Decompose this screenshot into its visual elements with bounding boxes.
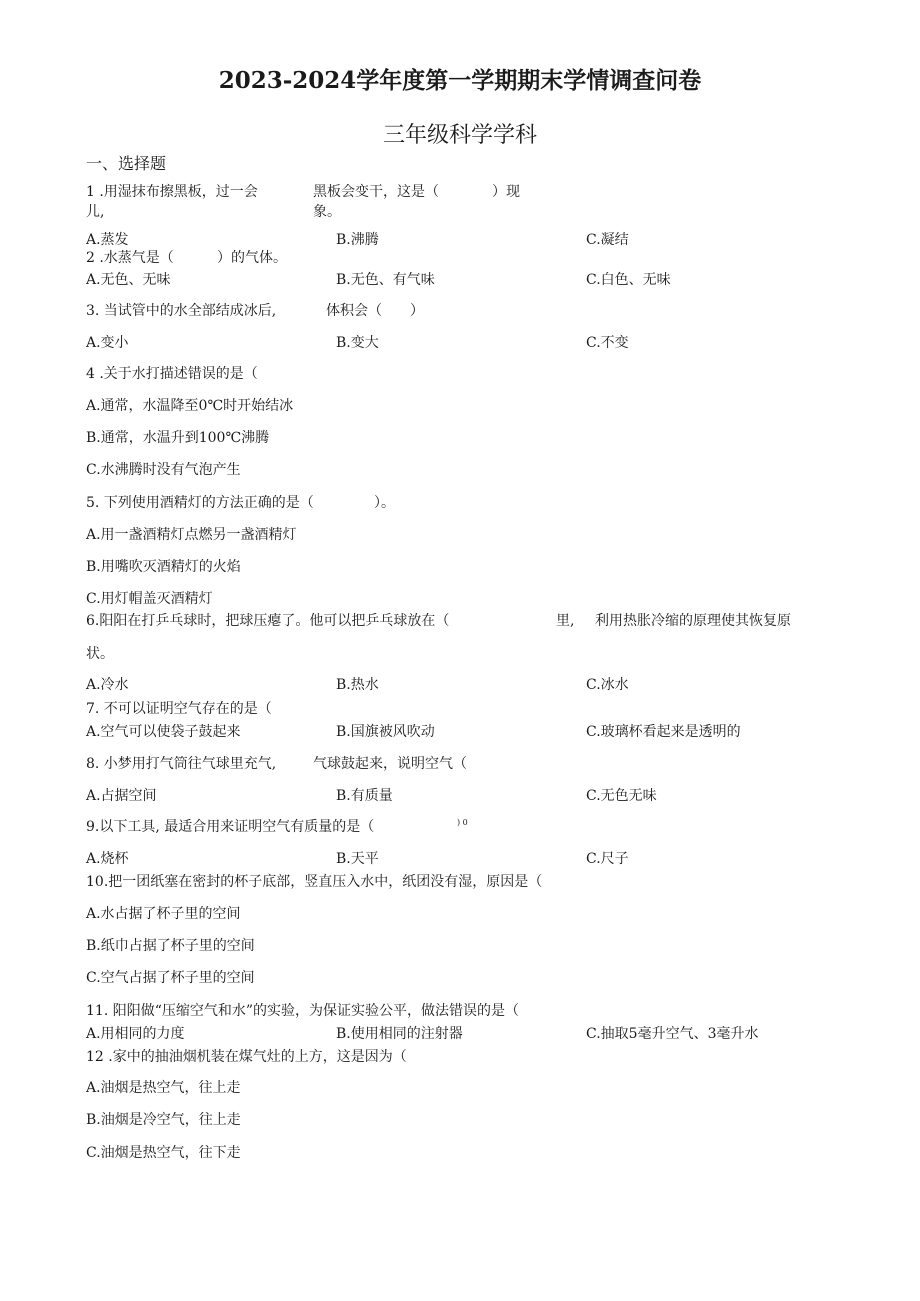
question-11-text: 11. 阳阳做“压缩空气和水”的实验，为保证实验公平，做法错误的是（ xyxy=(86,1003,520,1019)
question-4-option-a: A.通常，水温降至0℃时开始结冰 xyxy=(86,398,294,414)
question-6-option-b: B.热水 xyxy=(336,677,379,693)
question-1-text-4: 象。 xyxy=(313,204,341,220)
question-8-option-c: C.无色无味 xyxy=(586,788,657,804)
question-2-option-c: C.白色、无味 xyxy=(586,272,671,288)
question-11-option-a: A.用相同的力度 xyxy=(86,1026,185,1042)
question-1-option-c: C.凝结 xyxy=(586,232,629,248)
question-2-text-2: ）的气体。 xyxy=(217,250,287,266)
question-12-text: 12 .家中的抽油烟机装在煤气灶的上方，这是因为（ xyxy=(86,1049,407,1065)
question-2-option-b: B.无色、有气味 xyxy=(336,272,435,288)
question-11-option-c: C.抽取5毫升空气、3毫升水 xyxy=(586,1026,759,1042)
question-3-text-2: 体积会（ xyxy=(326,303,382,319)
question-5-option-c: C.用灯帽盖灭酒精灯 xyxy=(86,591,213,607)
question-4-option-b: B.通常，水温升到100℃沸腾 xyxy=(86,430,270,446)
section-heading: 一、选择题 xyxy=(86,154,167,173)
question-1-text: 1 .用湿抹布擦黑板，过一会 xyxy=(86,184,258,200)
question-1-option-b: B.沸腾 xyxy=(336,232,379,248)
question-5-option-a: A.用一盏酒精灯点燃另一盏酒精灯 xyxy=(86,527,297,543)
question-9-option-a: A.烧杯 xyxy=(86,851,129,867)
question-8-option-b: B.有质量 xyxy=(336,788,393,804)
question-8-option-a: A.占据空间 xyxy=(86,788,157,804)
page-subtitle: 三年级科学学科 xyxy=(382,123,537,148)
question-7-text: 7. 不可以证明空气存在的是（ xyxy=(86,701,272,717)
question-9-option-b: B.天平 xyxy=(336,851,379,867)
question-10-option-c: C.空气占据了杯子里的空间 xyxy=(86,970,255,986)
question-2-option-a: A.无色、无味 xyxy=(86,272,171,288)
question-3-text-3: ） xyxy=(410,303,424,319)
question-5-text: 5. 下列使用酒精灯的方法正确的是（ xyxy=(86,495,314,511)
question-9-option-c: C.尺子 xyxy=(586,851,629,867)
question-7-option-c: C.玻璃杯看起来是透明的 xyxy=(586,724,741,740)
question-6-option-a: A.冷水 xyxy=(86,677,129,693)
question-4-text: 4 .关于水打描述错误的是（ xyxy=(86,366,258,382)
question-6-text-4: 状。 xyxy=(86,646,114,662)
question-12-option-a: A.油烟是热空气，往上走 xyxy=(86,1080,241,1096)
question-10-text: 10.把一团纸塞在密封的杯子底部，竖直压入水中，纸团没有湿，原因是（ xyxy=(86,874,543,890)
page-title: 2023-2024学年度第一学期期末学情调查问卷 xyxy=(218,67,702,94)
question-4-option-c: C.水沸腾时没有气泡产生 xyxy=(86,462,241,478)
question-3-text: 3. 当试管中的水全部结成冰后, xyxy=(86,303,277,319)
question-6-text-3: 利用热胀冷缩的原理使其恢复原 xyxy=(595,613,791,629)
question-6-text: 6.阳阳在打乒乓球时，把球压瘪了。他可以把乒乓球放在（ xyxy=(86,613,450,629)
question-6-text-2: 里, xyxy=(556,613,575,629)
question-8-text-2: 气球鼓起来，说明空气（ xyxy=(313,756,467,772)
question-7-option-b: B.国旗被风吹动 xyxy=(336,724,435,740)
question-5-text-2: ）。 xyxy=(374,495,395,511)
question-6-option-c: C.冰水 xyxy=(586,677,629,693)
question-7-option-a: A.空气可以使袋子鼓起来 xyxy=(86,724,241,740)
question-1-text-3: ）现 xyxy=(492,184,520,200)
question-12-option-b: B.油烟是冷空气，往上走 xyxy=(86,1112,241,1128)
question-11-option-b: B.使用相同的注射器 xyxy=(336,1026,463,1042)
question-3-option-c: C.不变 xyxy=(586,335,629,351)
question-10-option-b: B.纸巾占据了杯子里的空间 xyxy=(86,938,255,954)
question-5-option-b: B.用嘴吹灭酒精灯的火焰 xyxy=(86,559,241,575)
question-1-text-wrap: 儿, xyxy=(86,204,105,220)
question-12-option-c: C.油烟是热空气，往下走 xyxy=(86,1145,241,1161)
question-9-mark: ) 0 xyxy=(457,818,468,827)
question-1-text-2: 黑板会变干，这是（ xyxy=(313,184,439,200)
question-1-option-a: A.蒸发 xyxy=(86,232,129,248)
question-3-option-a: A.变小 xyxy=(86,335,129,351)
question-9-text: 9.以下工具, 最适合用来证明空气有质量的是（ xyxy=(86,819,375,835)
question-2-text: 2 .水蒸气是（ xyxy=(86,250,174,266)
question-10-option-a: A.水占据了杯子里的空间 xyxy=(86,906,241,922)
question-3-option-b: B.变大 xyxy=(336,335,379,351)
question-8-text: 8. 小梦用打气筒往气球里充气, xyxy=(86,756,277,772)
